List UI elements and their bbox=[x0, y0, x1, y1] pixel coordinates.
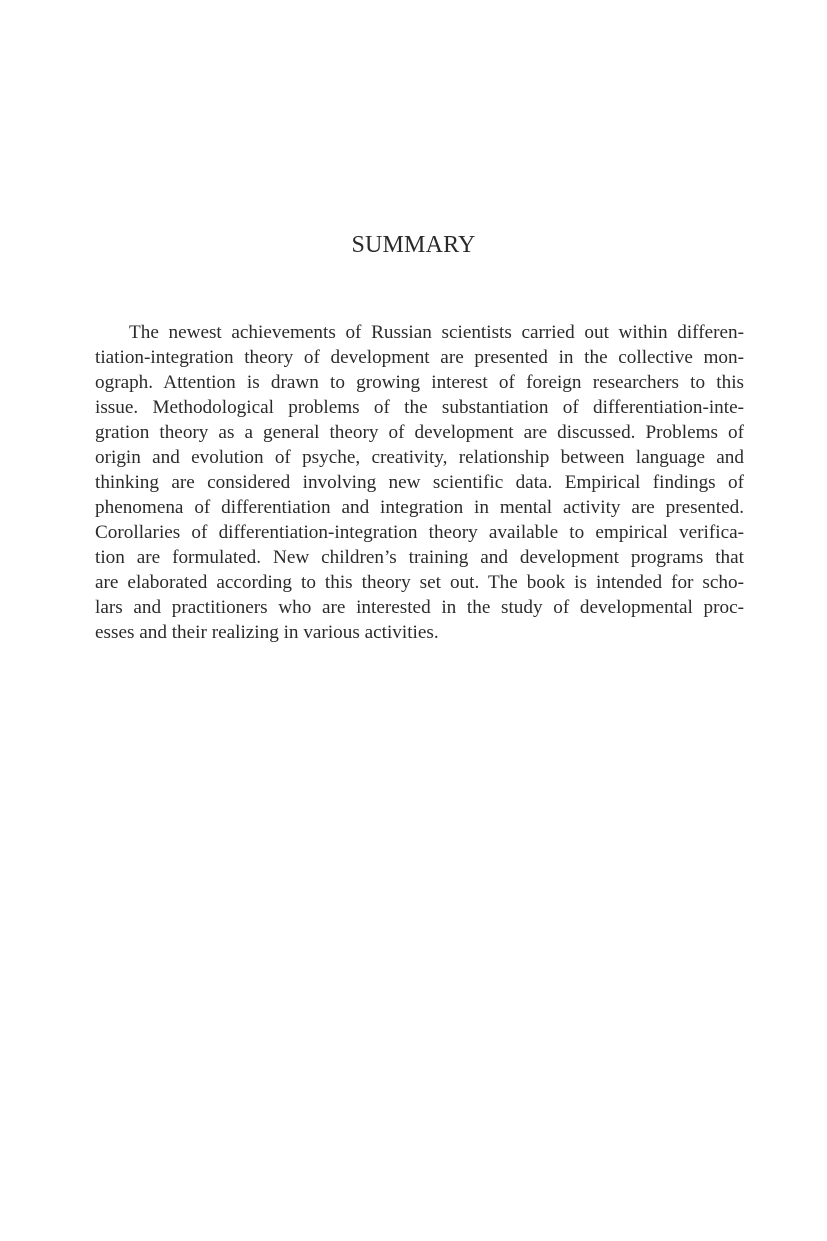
paragraph-line: phenomena of differentiation and integration in mental activity are presented. bbox=[95, 497, 744, 518]
paragraph-line: tion are formulated. New children’s training and development programs that bbox=[95, 547, 744, 568]
paragraph-line: origin and evolution of psyche, creativity, relationship between language and bbox=[95, 447, 744, 468]
paragraph-line: Corollaries of differentiation-integration theory available to empirical verifica- bbox=[95, 522, 744, 543]
paragraph-line: esses and their realizing in various activities. bbox=[95, 622, 439, 643]
paragraph-line: gration theory as a general theory of development are discussed. Problems of bbox=[95, 422, 744, 443]
paragraph-line: lars and practitioners who are interested in the study of developmental proc- bbox=[95, 597, 744, 618]
paragraph-line: issue. Methodological problems of the substantiation of differentiation-inte- bbox=[95, 397, 744, 418]
paragraph-line: ograph. Attention is drawn to growing interest of foreign researchers to this bbox=[95, 372, 744, 393]
summary-paragraph bbox=[95, 320, 744, 645]
paragraph-line: are elaborated according to this theory set out. The book is intended for scho- bbox=[95, 572, 744, 593]
page-title: SUMMARY bbox=[351, 232, 476, 258]
paragraph-line: thinking are considered involving new scientific data. Empirical findings of bbox=[95, 472, 744, 493]
paragraph-line: tiation-integration theory of development are presented in the collective mon- bbox=[95, 347, 744, 368]
paragraph-line: The newest achievements of Russian scientists carried out within differen- bbox=[129, 322, 744, 343]
